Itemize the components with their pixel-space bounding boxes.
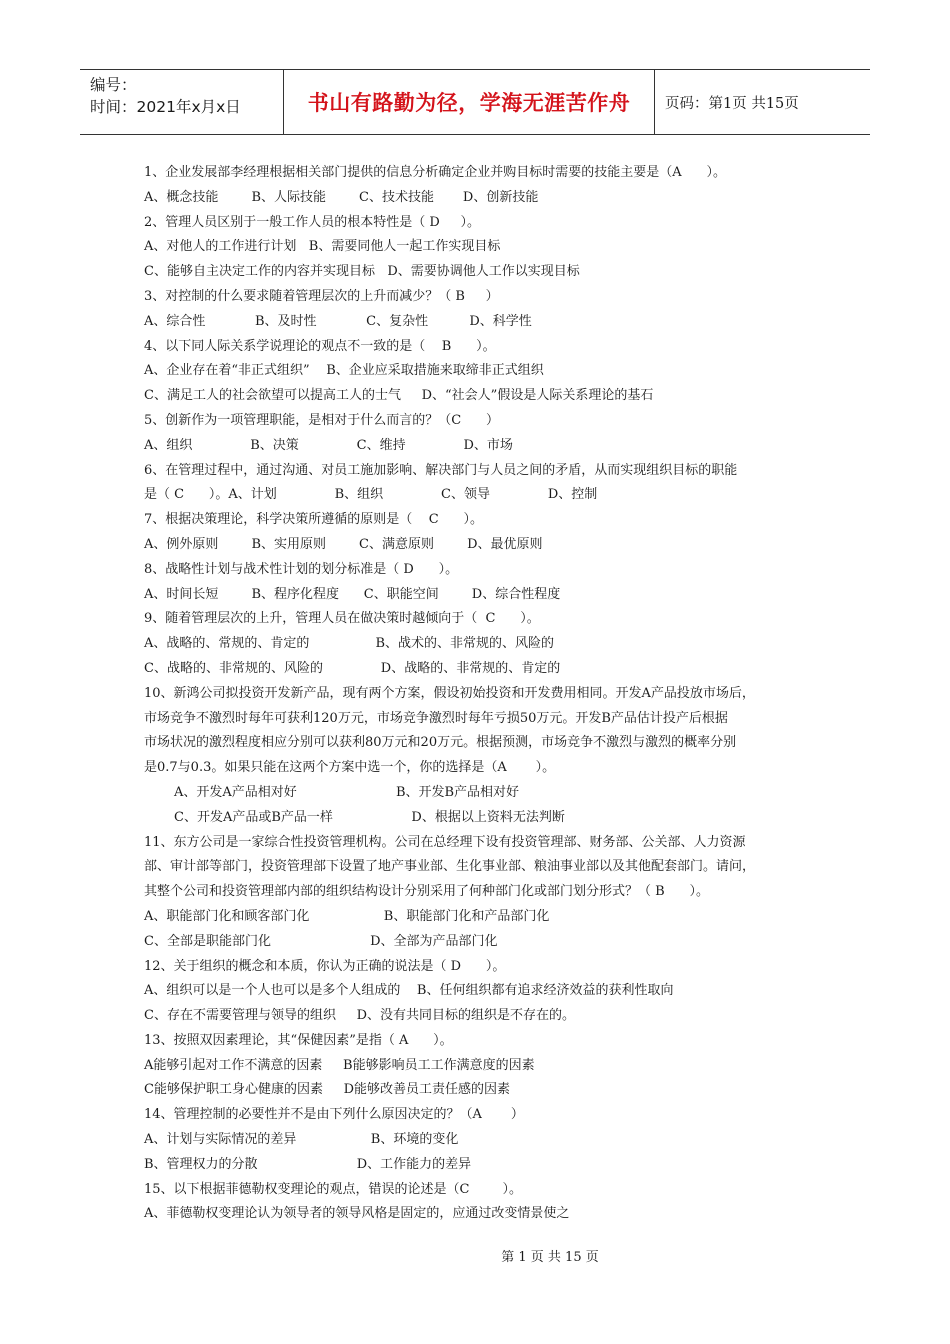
text-line: 是0.7与0.3。如果只能在这两个方案中选一个，你的选择是（A ）。 <box>144 760 556 776</box>
header-page-cell <box>655 70 870 134</box>
text-line: A、开发A产品相对好 B、开发B产品相对好 <box>174 784 520 800</box>
text-line: A、对他人的工作进行计划 B、需要同他人一起工作实现目标 <box>144 239 501 255</box>
header-page-number: 页码：第1页 共15页 <box>665 95 799 112</box>
page-footer: 第 1 页 共 15 页 <box>501 1250 599 1265</box>
document-number-label: 编号： <box>90 76 137 94</box>
text-line: 市场竞争不激烈时每年可获利120万元，市场竞争激烈时每年亏损50万元。开发B产品估计投产后根据 <box>144 710 728 726</box>
document-time-label: 时间：2021年x月x日 <box>90 98 241 116</box>
text-line: 10、新鸿公司拟投资开发新产品，现有两个方案，假设初始投资和开发费用相同。开发A产品投放市场后， <box>144 685 755 701</box>
text-line: 部、审计部等部门，投资管理部下设置了地产事业部、生化事业部、粮油事业部以及其他配套部门。请问， <box>144 859 756 875</box>
text-line: C、存在不需要管理与领导的组织 D、没有共同目标的组织是不存在的。 <box>144 1008 576 1024</box>
text-line: A、时间长短 B、程序化程度 C、职能空间 D、综合性程度 <box>144 586 561 602</box>
text-line: 9、随着管理层次的上升，管理人员在做决策时越倾向于（ C ）。 <box>144 611 540 627</box>
text-line: A、菲德勒权变理论认为领导者的领导风格是固定的，应通过改变情景使之 <box>144 1206 570 1222</box>
text-line: 4、以下同人际关系学说理论的观点不一致的是（ B ）。 <box>144 338 496 354</box>
text-line: 14、管理控制的必要性并不是由下列什么原因决定的？（A ） <box>144 1107 524 1123</box>
page-header <box>80 69 870 135</box>
text-line: A、组织可以是一个人也可以是多个人组成的 B、任何组织都有追求经济效益的获利性取向 <box>144 983 674 999</box>
text-line: B、管理权力的分散 D、工作能力的差异 <box>144 1156 472 1172</box>
text-line: A、职能部门化和顾客部门化 B、职能部门化和产品部门化 <box>144 908 550 924</box>
text-line: 市场状况的激烈程度相应分别可以获利80万元和20万元。根据预测，市场竞争不激烈与激烈的概率分别 <box>144 735 737 751</box>
text-line: 8、战略性计划与战术性计划的划分标准是（ D ）。 <box>144 561 459 577</box>
text-line: 5、创新作为一项管理职能，是相对于什么而言的？（C ） <box>144 412 500 428</box>
header-motto-cell <box>283 70 655 134</box>
text-line: A、计划与实际情况的差异 B、环境的变化 <box>144 1132 459 1148</box>
text-line: 3、对控制的什么要求随着管理层次的上升而减少？（ B ） <box>144 288 499 304</box>
text-line: 其整个公司和投资管理部内部的组织结构设计分别采用了何种部门化或部门划分形式？（ B ）。 <box>144 884 709 900</box>
text-line: A、战略的、常规的、肯定的 B、战术的、非常规的、风险的 <box>144 636 555 652</box>
text-line: A、企业存在着“非正式组织” B、企业应采取措施来取缔非正式组织 <box>144 363 544 379</box>
text-line: A、概念技能 B、人际技能 C、技术技能 D、创新技能 <box>144 189 539 205</box>
text-line: 6、在管理过程中，通过沟通、对员工施加影响、解决部门与人员之间的矛盾，从而实现组织目标的职能 <box>144 462 738 478</box>
text-line: C、战略的、非常规的、风险的 D、战略的、非常规的、肯定的 <box>144 660 561 676</box>
text-line: C、满足工人的社会欲望可以提高工人的士气 D、“社会人”假设是人际关系理论的基石 <box>144 388 654 404</box>
header-meta <box>80 70 283 134</box>
question-list <box>144 161 834 1227</box>
text-line: 12、关于组织的概念和本质，你认为正确的说法是（ D ）。 <box>144 958 506 974</box>
text-line: 11、东方公司是一家综合性投资管理机构。公司在总经理下设有投资管理部、财务部、公关部、人力资源 <box>144 834 746 850</box>
text-line: C、能够自主决定工作的内容并实现目标 D、需要协调他人工作以实现目标 <box>144 264 580 280</box>
text-line: C、开发A产品或B产品一样 D、根据以上资料无法判断 <box>174 809 565 825</box>
text-line: 1、企业发展部李经理根据相关部门提供的信息分析确定企业并购目标时需要的技能主要是（A ）。 <box>144 165 726 180</box>
text-line: A、组织 B、决策 C、维持 D、市场 <box>144 437 513 453</box>
text-line: C能够保护职工身心健康的因素 D能够改善员工责任感的因素 <box>144 1082 511 1098</box>
text-line: C、全部是职能部门化 D、全部为产品部门化 <box>144 933 498 949</box>
text-line: 7、根据决策理论，科学决策所遵循的原则是（ C ）。 <box>144 512 484 528</box>
text-line: 2、管理人员区别于一般工作人员的根本特性是（ D ）。 <box>144 214 480 230</box>
text-line: 15、以下根据菲德勒权变理论的观点，错误的论述是（C ）。 <box>144 1181 523 1197</box>
text-line: A能够引起对工作不满意的因素 B能够影响员工工作满意度的因素 <box>144 1057 535 1073</box>
text-line: 13、按照双因素理论，其“保健因素”是指（ A ）。 <box>144 1032 453 1048</box>
text-line: 是（ C ）。A、计划 B、组织 C、领导 D、控制 <box>144 487 598 503</box>
text-line: A、综合性 B、及时性 C、复杂性 D、科学性 <box>144 313 532 329</box>
header-motto: 书山有路勤为径，学海无涯苦作舟 <box>307 91 631 115</box>
text-line: A、例外原则 B、实用原则 C、满意原则 D、最优原则 <box>144 536 543 552</box>
